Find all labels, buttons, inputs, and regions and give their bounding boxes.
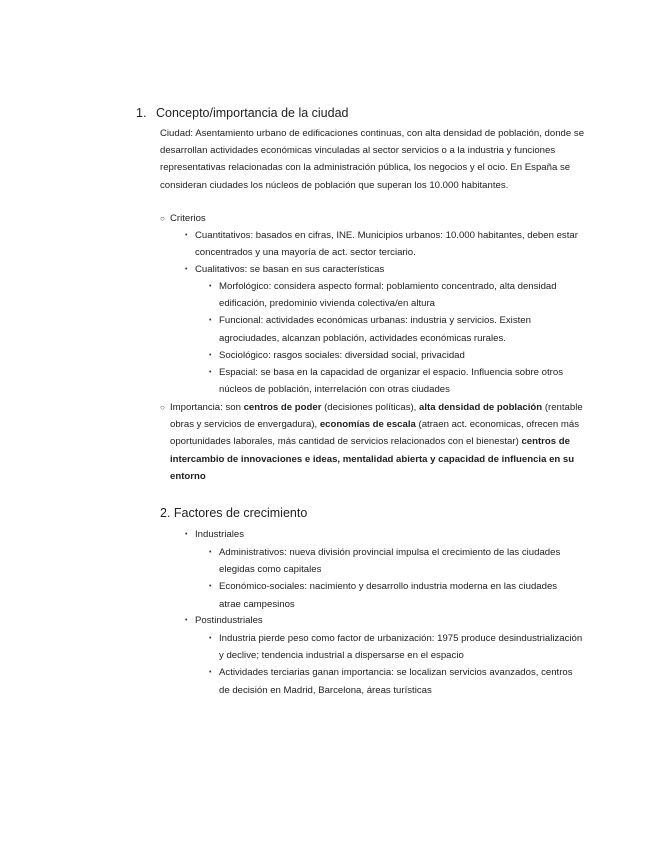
hollow-bullet-icon: ○	[160, 403, 165, 412]
importancia-item	[160, 399, 604, 485]
cualitativos-item	[185, 261, 580, 278]
importancia-bold-1: centros de poder	[243, 402, 322, 413]
section-2-heading: 2. Factores de crecimiento	[160, 506, 308, 520]
criterio-funcional	[209, 312, 589, 346]
section-1-title: Concepto/importancia de la ciudad	[156, 106, 349, 120]
factor-industria-text: Industria pierde peso como factor de urbanización: 1975 produce desindustrialización y declive; tendencia industrial a dispersarse en el espacio	[219, 633, 583, 662]
importancia-bold-3: economías de escala	[319, 419, 416, 431]
bullet-icon: •	[209, 635, 212, 642]
criterio-espacial-text: Espacial: se basa en la capacidad de organizar el espacio. Influencia sobre otros núcleos de población, interrelación con otras ciudades	[219, 367, 563, 396]
cuantitativos-item	[185, 227, 580, 261]
importancia-text-2: (decisiones políticas),	[321, 402, 420, 413]
importancia-text-4: (atraen act. economicas, ofrecen más oportunidades laborales, más cantidad de servicios relacionados con el bienestar)	[170, 419, 580, 448]
bullet-icon: •	[185, 266, 188, 274]
postindustriales-sublist	[209, 630, 584, 699]
importancia-block	[160, 399, 604, 485]
criterio-morfologico	[209, 278, 589, 312]
criterios-item	[160, 210, 600, 227]
factor-industria	[209, 630, 584, 664]
importancia-bold-2: alta densidad de población	[419, 402, 543, 413]
criterio-espacial	[209, 364, 589, 398]
postindustriales-block	[185, 612, 580, 629]
postindustriales-item	[185, 612, 580, 629]
criterio-morfologico-text: Morfológico: considera aspecto formal: poblamiento concentrado, alta densidad edificación, predominio vivienda colectiva/en altura	[219, 281, 557, 310]
bullet-icon: •	[209, 669, 212, 677]
factor-terciarias	[209, 664, 584, 698]
bullet-icon: •	[209, 369, 212, 377]
section-1-heading	[136, 105, 348, 121]
criterios-block	[160, 210, 600, 227]
criterios-label: Criterios	[170, 213, 206, 224]
bullet-icon: •	[209, 549, 212, 556]
industriales-sublist	[209, 544, 579, 613]
criterio-funcional-text: Funcional: actividades económicas urbanas: industria y servicios. Existen agrociudades, alcanzan población, actividades económicas rurales.	[219, 315, 531, 344]
cualitativos-sublist	[209, 278, 589, 398]
industriales-label: Industriales	[195, 529, 245, 540]
importancia-text-1: Importancia: son	[170, 402, 244, 413]
criterio-sociologico-text: Sociológico: rasgos sociales: diversidad social, privacidad	[219, 349, 465, 361]
industriales-item	[185, 526, 580, 543]
ciudad-definition: Ciudad: Asentamiento urbano de edificaciones continuas, con alta densidad de población, donde se desarrollan actividades económicas vinculadas al sector servicios o a la industria y funciones representativas relacionadas con la administración pública, los negocios y el ocio. En España se consideran ciudades los núcleos de población que superan los 10.000 habitantes.	[160, 128, 585, 191]
bullet-icon: •	[209, 317, 212, 325]
factor-administrativos	[209, 544, 579, 578]
industriales-block	[185, 526, 580, 543]
factor-administrativos-text: Administrativos: nueva división provincial impulsa el crecimiento de las ciudades elegidas como capitales	[219, 547, 561, 576]
importancia-text-3: (rentable obras y servicios de envergadura),	[170, 402, 583, 431]
bullet-icon: •	[185, 617, 188, 624]
bullet-icon: •	[185, 531, 188, 538]
cuantitativos-block	[185, 227, 580, 279]
importancia-bold-4: centros de intercambio de innovaciones e ideas, mentalidad abierta y capacidad de influencia en su entorno	[170, 436, 575, 482]
bullet-icon: •	[209, 583, 212, 591]
factor-economico-sociales	[209, 578, 579, 612]
factor-terciarias-text: Actividades terciarias ganan importancia: se localizan servicios avanzados, centros de decisión en Madrid, Barcelona, áreas turísticas	[219, 667, 573, 696]
postindustriales-label: Postindustriales	[195, 615, 263, 626]
section-1-number: 1.	[136, 106, 147, 120]
cuantitativos-text: Cuantitativos: basados en cifras, INE. Municipios urbanos: 10.000 habitantes, deben estar concentrados y una mayoría de act. sector terciario.	[195, 230, 578, 259]
bullet-icon: •	[185, 232, 188, 239]
criterio-sociologico	[209, 347, 589, 364]
factor-economico-sociales-text: Económico-sociales: nacimiento y desarrollo industria moderna en las ciudades atrae campesinos	[219, 581, 558, 610]
bullet-icon: •	[209, 351, 212, 359]
cualitativos-text: Cualitativos: se basan en sus características	[195, 264, 385, 276]
bullet-icon: •	[209, 283, 212, 290]
hollow-bullet-icon: ○	[160, 214, 165, 223]
